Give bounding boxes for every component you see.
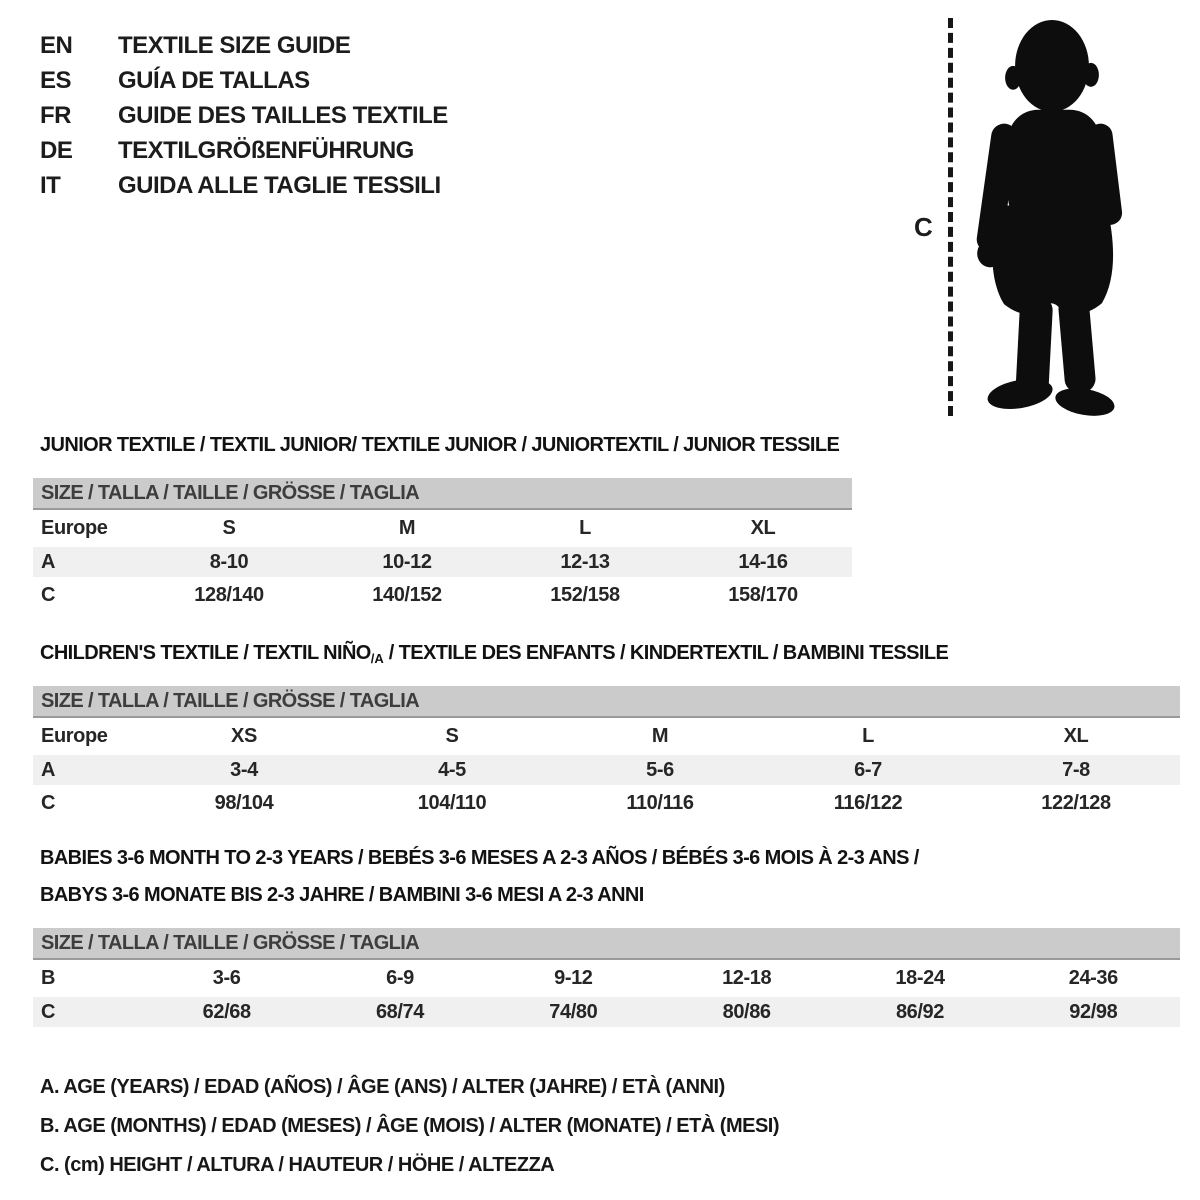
size-header-text: SIZE / TALLA / TAILLE / GRÖSSE / TAGLIA (41, 481, 420, 504)
table-cell: 98/104 (214, 792, 274, 814)
table-cell: 4-5 (438, 758, 466, 781)
babies-size-table (33, 928, 1180, 1027)
table-row-europe (33, 510, 852, 547)
table-cell: 3-6 (212, 967, 241, 989)
language-title: TEXTILE SIZE GUIDE (118, 31, 351, 59)
table-cell: 12-18 (722, 967, 772, 989)
row-label: B (41, 967, 56, 989)
table-row-c (33, 997, 1180, 1027)
table-cell: 6-7 (854, 758, 882, 781)
babies-title-line2: BABYS 3-6 MONATE BIS 2-3 JAHRE / BAMBINI 3-6 MESI A 2-3 ANNI (40, 884, 644, 906)
language-row-it (40, 168, 448, 203)
table-cell: XS (231, 725, 257, 747)
size-header-text: SIZE / TALLA / TAILLE / GRÖSSE / TAGLIA (41, 689, 420, 712)
table-row-c (33, 785, 1180, 822)
table-cell: 92/98 (1069, 1000, 1118, 1023)
language-title: TEXTILGRÖßENFÜHRUNG (118, 136, 414, 164)
table-cell: 7-8 (1062, 758, 1090, 781)
table-cell: M (398, 517, 416, 539)
table-cell: 152/158 (550, 584, 620, 606)
children-title-main: CHILDREN'S TEXTILE / TEXTIL NIÑO (40, 642, 371, 664)
table-cell: 10-12 (382, 550, 432, 573)
row-label: Europe (41, 517, 108, 539)
table-cell: 104/110 (417, 792, 487, 814)
junior-size-table (33, 478, 852, 614)
babies-section-title (40, 840, 919, 914)
table-cell: 14-16 (738, 550, 788, 573)
legend-line-c: C. (cm) HEIGHT / ALTURA / HAUTEUR / HÖHE / ALTEZZA (40, 1154, 555, 1176)
table-row-a (33, 755, 1180, 785)
language-row-en (40, 28, 448, 63)
table-cell: 80/86 (722, 1000, 771, 1023)
language-title: GUIDE DES TAILLES TEXTILE (118, 101, 448, 129)
row-label: A (41, 550, 56, 573)
table-cell: 3-4 (230, 758, 258, 781)
language-code: DE (40, 136, 73, 164)
language-code: IT (40, 171, 61, 199)
row-label: C (41, 792, 56, 814)
table-cell: XL (1063, 725, 1089, 747)
table-cell: 74/80 (549, 1000, 598, 1023)
table-cell: 86/92 (895, 1000, 944, 1023)
table-cell: 110/116 (626, 792, 694, 814)
language-code: ES (40, 66, 72, 94)
language-row-es (40, 63, 448, 98)
children-size-table (33, 686, 1180, 822)
table-cell: 62/68 (202, 1000, 251, 1023)
legend (40, 1068, 779, 1185)
table-cell: 140/152 (372, 584, 442, 606)
junior-section-title: JUNIOR TEXTILE / TEXTIL JUNIOR/ TEXTILE JUNIOR / JUNIORTEXTIL / JUNIOR TESSILE (40, 434, 840, 456)
size-header-bar (33, 686, 1180, 718)
language-title: GUIDA ALLE TAGLIE TESSILI (118, 171, 441, 199)
table-cell: 68/74 (375, 1000, 425, 1023)
figure-area (900, 0, 1200, 430)
table-cell: M (651, 725, 669, 747)
toddler-silhouette-icon (964, 14, 1140, 418)
table-cell: 18-24 (895, 967, 945, 989)
language-row-de (40, 133, 448, 168)
babies-title-line1: BABIES 3-6 MONTH TO 2-3 YEARS / BEBÉS 3-6 MESES A 2-3 AÑOS / BÉBÉS 3-6 MOIS À 2-3 ANS / (40, 847, 919, 869)
height-label: C (914, 212, 933, 242)
row-label: C (41, 584, 56, 606)
table-cell: 12-13 (560, 550, 610, 573)
row-label: A (41, 758, 56, 781)
row-label: C (41, 1000, 56, 1023)
table-cell: 122/128 (1041, 792, 1111, 814)
table-cell: 5-6 (646, 758, 674, 781)
table-cell: 158/170 (728, 584, 798, 606)
size-header-bar (33, 478, 852, 510)
language-title-list (40, 28, 448, 203)
table-cell: 8-10 (209, 550, 249, 573)
language-code: EN (40, 31, 73, 59)
children-title-sub: /A (370, 651, 384, 666)
size-header-text: SIZE / TALLA / TAILLE / GRÖSSE / TAGLIA (41, 931, 420, 954)
legend-line-b: B. AGE (MONTHS) / EDAD (MESES) / ÂGE (MOIS) / ALTER (MONATE) / ETÀ (MESI) (40, 1115, 780, 1137)
table-cell: 116/122 (833, 792, 903, 814)
table-row-europe (33, 718, 1180, 755)
table-cell: 128/140 (194, 584, 264, 606)
language-row-fr (40, 98, 448, 133)
children-title-rest: / TEXTILE DES ENFANTS / KINDERTEXTIL / BAMBINI TESSILE (383, 642, 949, 664)
table-cell: L (862, 725, 874, 747)
table-cell: 9-12 (554, 967, 593, 989)
table-cell: S (445, 725, 459, 747)
table-cell: 6-9 (386, 967, 414, 989)
table-cell: S (222, 517, 236, 539)
size-header-bar (33, 928, 1180, 960)
legend-line-a: A. AGE (YEARS) / EDAD (AÑOS) / ÂGE (ANS) / ALTER (JAHRE) / ETÀ (ANNI) (40, 1076, 725, 1098)
language-title: GUÍA DE TALLAS (118, 66, 310, 94)
table-row-a (33, 547, 852, 577)
height-dashed-line (948, 18, 953, 416)
table-cell: XL (750, 517, 776, 539)
children-section-title (40, 642, 948, 665)
table-row-b (33, 960, 1180, 997)
row-label: Europe (41, 725, 108, 747)
table-row-c (33, 577, 852, 614)
table-cell: L (579, 517, 591, 539)
language-code: FR (40, 101, 71, 129)
table-cell: 24-36 (1068, 967, 1118, 989)
